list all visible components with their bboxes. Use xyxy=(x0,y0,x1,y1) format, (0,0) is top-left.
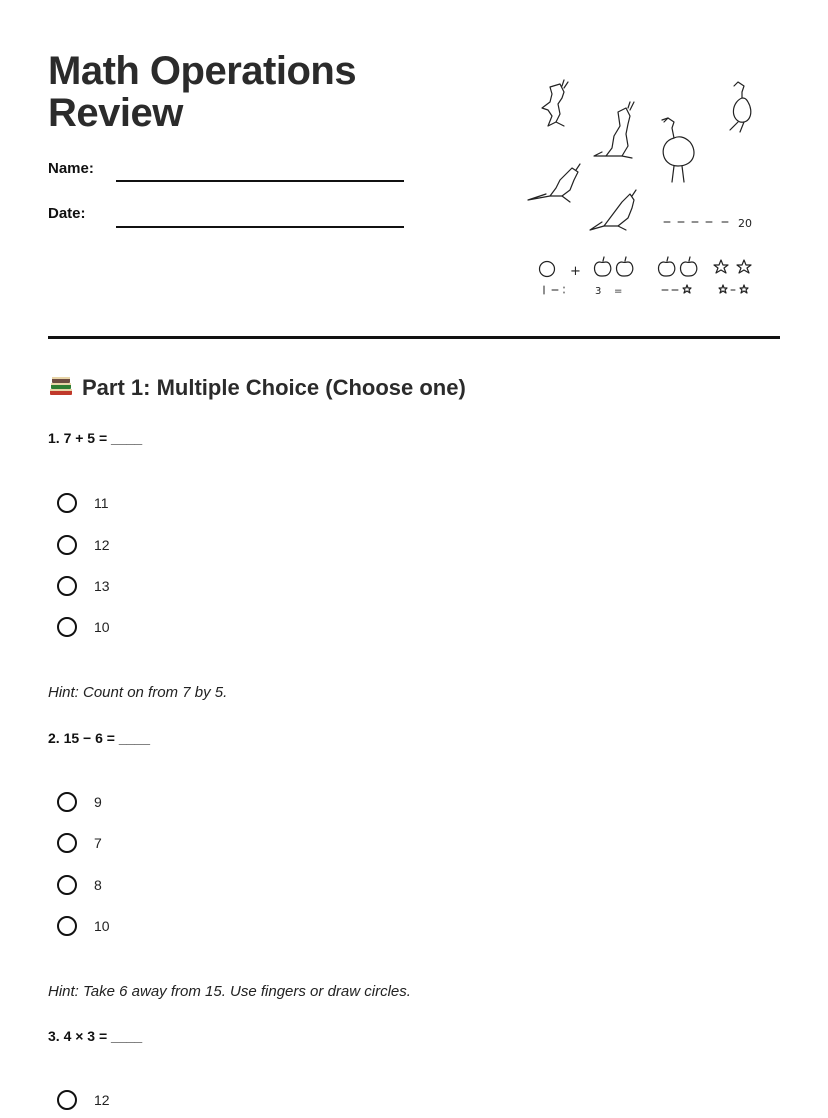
kangaroo-emu-counting-illustration xyxy=(518,72,780,304)
kangaroo-icon xyxy=(594,102,634,158)
option-label: 9 xyxy=(94,794,102,810)
question-2-option-3[interactable] xyxy=(57,872,102,898)
circle-icon xyxy=(540,262,555,277)
star-icon xyxy=(737,260,751,273)
option-label: 11 xyxy=(94,495,109,511)
radio-button[interactable] xyxy=(57,617,77,637)
question-3-prompt: 3. 4 × 3 = ____ xyxy=(48,1028,143,1044)
question-3-option-1[interactable] xyxy=(57,1087,110,1113)
section-divider xyxy=(48,336,780,339)
radio-button[interactable] xyxy=(57,576,77,596)
part1-title: Part 1: Multiple Choice (Choose one) xyxy=(82,374,466,400)
kangaroo-icon xyxy=(528,164,580,202)
question-1-hint: Hint: Count on from 7 by 5. xyxy=(48,684,228,701)
emu-icon xyxy=(730,82,751,132)
question-1-option-1[interactable] xyxy=(57,490,109,516)
date-label: Date: xyxy=(48,205,86,222)
apple-icon xyxy=(680,257,696,276)
option-label: 10 xyxy=(94,619,110,635)
question-2-option-1[interactable] xyxy=(57,789,102,815)
name-field[interactable] xyxy=(116,180,404,182)
radio-button[interactable] xyxy=(57,916,77,936)
question-2-option-4[interactable] xyxy=(57,913,110,939)
kangaroo-icon xyxy=(542,80,568,126)
radio-button[interactable] xyxy=(57,493,77,513)
option-label: 7 xyxy=(94,835,102,851)
option-label: 12 xyxy=(94,1092,110,1108)
star-icon xyxy=(714,260,728,273)
radio-button[interactable] xyxy=(57,535,77,555)
question-1-option-4[interactable] xyxy=(57,614,110,640)
apple-icon xyxy=(658,257,674,276)
kangaroo-icon xyxy=(590,190,636,230)
radio-button[interactable] xyxy=(57,792,77,812)
radio-button[interactable] xyxy=(57,833,77,853)
equation-sum-label: 20 xyxy=(738,217,752,230)
option-label: 10 xyxy=(94,918,110,934)
name-label: Name: xyxy=(48,160,94,177)
apple-icon xyxy=(594,257,610,276)
radio-button[interactable] xyxy=(57,875,77,895)
question-2-prompt: 2. 15 − 6 = ____ xyxy=(48,730,150,746)
date-field[interactable] xyxy=(116,226,404,228)
option-label: 8 xyxy=(94,877,102,893)
count-three-label: 3 xyxy=(595,286,602,297)
books-icon xyxy=(48,374,74,404)
part1-header xyxy=(48,374,466,404)
question-1-option-3[interactable] xyxy=(57,573,110,599)
star-icon xyxy=(683,285,691,293)
radio-button[interactable] xyxy=(57,1090,77,1110)
star-icon xyxy=(740,285,748,293)
question-1-option-2[interactable] xyxy=(57,532,110,558)
question-2-option-2[interactable] xyxy=(57,830,102,856)
star-icon xyxy=(719,285,727,293)
plus-sign: + xyxy=(570,264,581,279)
emu-icon xyxy=(662,118,694,182)
equals-sign: = xyxy=(614,286,623,297)
option-label: 13 xyxy=(94,578,110,594)
option-label: 12 xyxy=(94,537,110,553)
worksheet-title: Math Operations Review xyxy=(48,49,357,135)
question-1-prompt: 1. 7 + 5 = ____ xyxy=(48,430,143,446)
apple-icon xyxy=(616,257,632,276)
question-2-hint: Hint: Take 6 away from 15. Use fingers or draw circles. xyxy=(48,983,411,1000)
